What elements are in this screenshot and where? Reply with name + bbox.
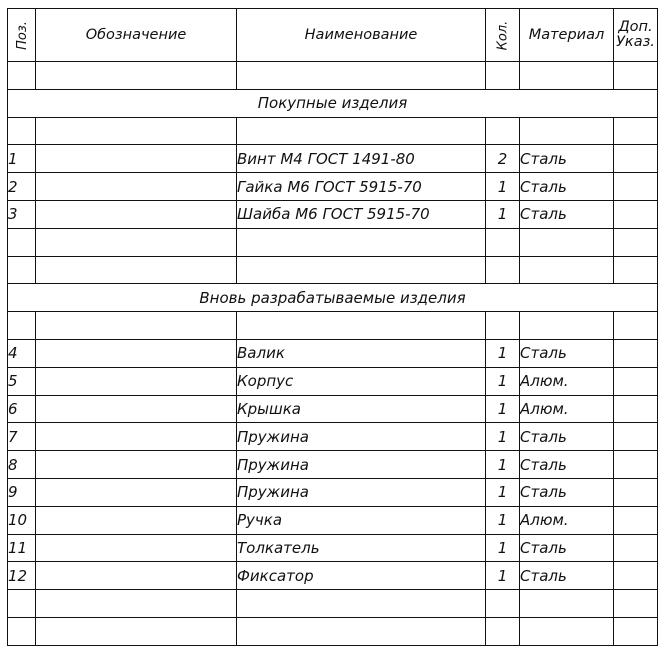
table-row [8, 173, 658, 201]
table-row [8, 367, 658, 395]
empty-row [8, 228, 658, 256]
cell-qty: 1 [486, 506, 520, 534]
cell-name: Валик [237, 339, 486, 367]
cell-qty: 1 [486, 200, 520, 228]
cell-name: Толкатель [237, 534, 486, 562]
cell-pos: 11 [8, 534, 36, 562]
cell-pos: 5 [8, 367, 36, 395]
cell-material: Алюм. [520, 395, 614, 423]
cell-qty: 1 [486, 173, 520, 201]
section-title: Покупные изделия [8, 89, 658, 117]
specification-table [7, 8, 658, 646]
cell-pos: 6 [8, 395, 36, 423]
cell-pos: 7 [8, 423, 36, 451]
cell-material: Алюм. [520, 506, 614, 534]
header-designation: Обозначение [36, 9, 237, 62]
cell-qty: 1 [486, 395, 520, 423]
cell-name: Винт М4 ГОСТ 1491-80 [237, 145, 486, 173]
header-row [8, 9, 658, 62]
table-row [8, 534, 658, 562]
cell-material: Сталь [520, 145, 614, 173]
section-row-purchased [8, 89, 658, 117]
empty-row [8, 312, 658, 340]
cell-pos: 9 [8, 478, 36, 506]
table-row [8, 478, 658, 506]
cell-name: Пружина [237, 423, 486, 451]
cell-name: Пружина [237, 451, 486, 479]
table-row [8, 200, 658, 228]
table-row [8, 451, 658, 479]
cell-material: Сталь [520, 478, 614, 506]
cell-qty: 1 [486, 367, 520, 395]
cell-qty: 1 [486, 339, 520, 367]
cell-qty: 1 [486, 562, 520, 590]
cell-qty: 1 [486, 534, 520, 562]
cell-name: Шайба М6 ГОСТ 5915-70 [237, 200, 486, 228]
cell-qty: 1 [486, 478, 520, 506]
table-row [8, 423, 658, 451]
cell-pos: 1 [8, 145, 36, 173]
table-row [8, 562, 658, 590]
cell-material: Алюм. [520, 367, 614, 395]
header-pos: Поз. [8, 9, 36, 62]
section-row-new [8, 284, 658, 312]
header-note: Доп. Указ. [614, 9, 658, 62]
table-row [8, 395, 658, 423]
cell-qty: 1 [486, 423, 520, 451]
header-material: Материал [520, 9, 614, 62]
empty-row [8, 117, 658, 145]
cell-material: Сталь [520, 562, 614, 590]
table-row [8, 339, 658, 367]
cell-pos: 12 [8, 562, 36, 590]
empty-row [8, 62, 658, 90]
cell-pos: 4 [8, 339, 36, 367]
table-row [8, 506, 658, 534]
cell-material: Сталь [520, 423, 614, 451]
cell-name: Гайка М6 ГОСТ 5915-70 [237, 173, 486, 201]
cell-material: Сталь [520, 534, 614, 562]
cell-pos: 2 [8, 173, 36, 201]
empty-row [8, 617, 658, 645]
cell-material: Сталь [520, 339, 614, 367]
header-name: Наименование [237, 9, 486, 62]
cell-name: Фиксатор [237, 562, 486, 590]
cell-pos: 10 [8, 506, 36, 534]
cell-name: Крышка [237, 395, 486, 423]
table-row [8, 145, 658, 173]
cell-qty: 2 [486, 145, 520, 173]
cell-name: Пружина [237, 478, 486, 506]
empty-row [8, 256, 658, 284]
cell-qty: 1 [486, 451, 520, 479]
cell-material: Сталь [520, 200, 614, 228]
empty-row [8, 590, 658, 618]
cell-pos: 3 [8, 200, 36, 228]
cell-name: Ручка [237, 506, 486, 534]
cell-material: Сталь [520, 451, 614, 479]
cell-material: Сталь [520, 173, 614, 201]
cell-pos: 8 [8, 451, 36, 479]
cell-name: Корпус [237, 367, 486, 395]
header-qty: Кол. [486, 9, 520, 62]
section-title: Вновь разрабатываемые изделия [8, 284, 658, 312]
